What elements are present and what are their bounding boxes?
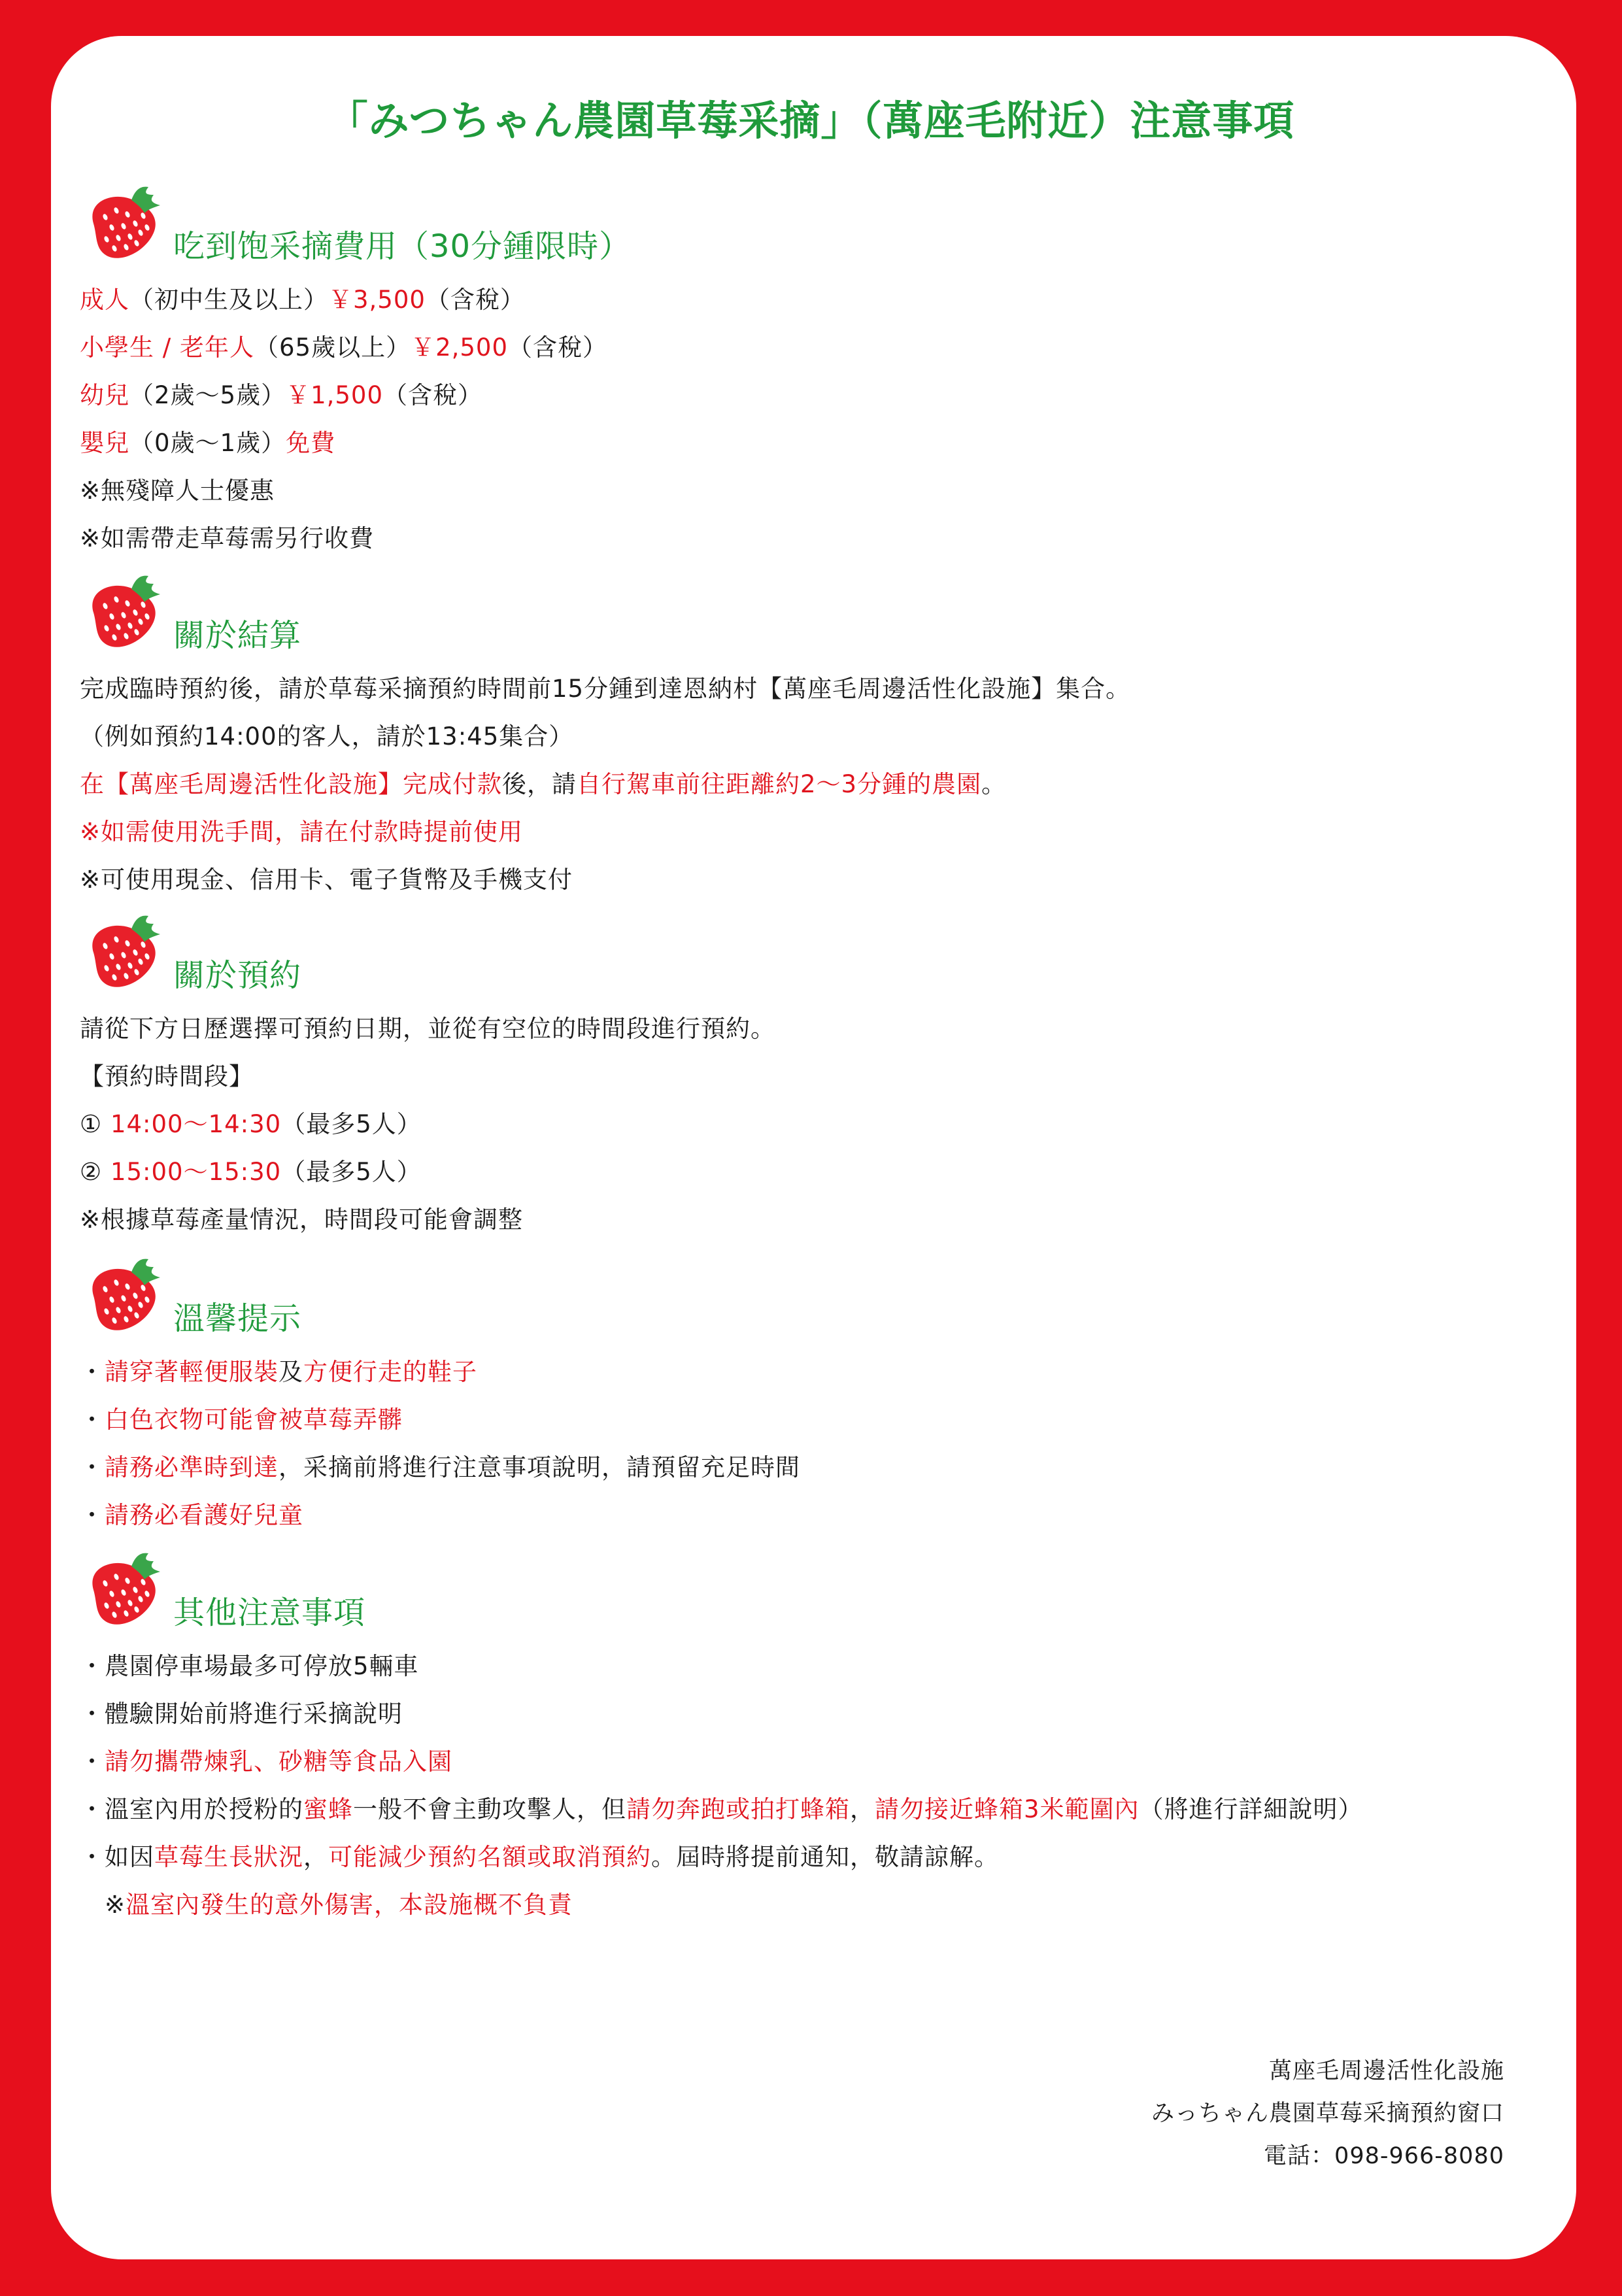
notice-line [80, 1156, 422, 1188]
notice-line [80, 721, 573, 752]
body-text: （65歲以上） [254, 333, 411, 362]
body-text: 。 [981, 770, 1007, 798]
body-text: ・ [80, 1453, 105, 1481]
notice-line [80, 284, 525, 316]
highlight-text: 白色衣物可能會被草莓弄髒 [105, 1406, 403, 1434]
highlight-text: 請務必準時到達 [105, 1453, 279, 1481]
body-text: （0歲～1歲） [129, 429, 286, 457]
section-header [75, 566, 990, 664]
section-header [75, 905, 990, 1004]
body-text: ・農園停車場最多可停放5輛車 [80, 1652, 419, 1680]
section-title: 溫馨提示 [173, 1300, 302, 1337]
body-text: （將進行詳細說明） [1139, 1795, 1363, 1823]
highlight-text: 14:00～14:30 [110, 1110, 282, 1138]
highlight-text: 溫室內發生的意外傷害，本設施概不負責 [126, 1891, 573, 1919]
notice-line [80, 817, 523, 848]
body-text: 請從下方日歷選擇可預約日期，並從有空位的時間段進行預約。 [80, 1015, 775, 1043]
body-text: 後，請 [502, 770, 577, 798]
highlight-text: 嬰兒 [80, 429, 129, 457]
notice-line [80, 1204, 523, 1236]
highlight-text: ￥1,500 [286, 381, 384, 409]
notice-line [80, 1698, 403, 1730]
notice-line [80, 1651, 419, 1682]
notice-line [80, 1061, 254, 1092]
highlight-text: 自行駕車前往距離約2～3分鍾的農園 [577, 770, 982, 798]
section-title: 吃到饱采摘費用（30分鍾限時） [173, 228, 632, 265]
notice-line [80, 1500, 303, 1531]
highlight-text: ￥2,500 [411, 333, 509, 362]
notice-line [80, 1746, 452, 1778]
notice-line [80, 475, 275, 507]
body-text: （含稅） [508, 333, 608, 362]
body-text: 一般不會主動攻擊人，但 [353, 1795, 626, 1823]
page-title: 「みつちゃん農園草莓采摘」（萬座毛附近）注意事項 [327, 97, 1295, 144]
highlight-text: 請穿著輕便服裝 [105, 1358, 279, 1386]
section-header [75, 177, 990, 275]
notice-line [80, 428, 335, 459]
highlight-text: ※如需使用洗手間，請在付款時提前使用 [80, 818, 524, 846]
body-text: ・ [80, 1358, 105, 1386]
notice-line [80, 1842, 999, 1873]
body-text: ・ [80, 1747, 105, 1776]
body-text: （含稅） [383, 381, 483, 409]
strawberry-icon [80, 1543, 172, 1634]
highlight-text: 請勿攜帶煉乳、砂糖等食品入園 [105, 1747, 452, 1776]
body-text: （初中生及以上） [129, 286, 328, 314]
notice-card [51, 36, 1576, 2259]
body-text: ・ [80, 1501, 105, 1529]
notice-line [80, 332, 607, 363]
highlight-text: ￥3,500 [328, 286, 426, 314]
footer-desk: みっちゃん農園草莓采摘預約窗口 [1151, 2101, 1504, 2127]
notice-line [80, 1404, 403, 1436]
notice-line [80, 673, 1130, 705]
strawberry-icon [80, 566, 172, 657]
section-title: 關於結算 [173, 617, 302, 654]
section-header [75, 1543, 990, 1641]
highlight-text: 草莓生長狀況 [154, 1843, 303, 1871]
body-text: 【預約時間段】 [80, 1062, 254, 1090]
body-text: （2歲～5歲） [129, 381, 286, 409]
body-text: ※如需帶走草莓需另行收費 [80, 524, 375, 552]
body-text: 。屆時將提前通知，敬請諒解。 [651, 1843, 999, 1871]
body-text: ② [80, 1158, 110, 1186]
section-title: 關於預約 [173, 957, 302, 994]
highlight-text: 蜜蜂 [303, 1795, 353, 1823]
highlight-text: 小學生 / 老年人 [80, 333, 254, 362]
notice-line [80, 1013, 775, 1045]
strawberry-icon [80, 1249, 172, 1340]
highlight-text: 15:00～15:30 [110, 1158, 282, 1186]
body-text: ① [80, 1110, 110, 1138]
strawberry-icon [80, 177, 172, 268]
notice-line [80, 1357, 477, 1388]
highlight-text: 方便行走的鞋子 [303, 1358, 477, 1386]
body-text: （含稅） [425, 286, 525, 314]
notice-line [80, 769, 1006, 800]
highlight-text: 幼兒 [80, 381, 129, 409]
strawberry-icon [80, 905, 172, 997]
body-text: ・溫室內用於授粉的 [80, 1795, 303, 1823]
notice-line [80, 1452, 800, 1483]
highlight-text: 在【萬座毛周邊活性化設施】完成付款 [80, 770, 502, 798]
body-text: ， [850, 1795, 875, 1823]
notice-line [80, 864, 573, 896]
highlight-text: 成人 [80, 286, 129, 314]
section-title: 其他注意事項 [173, 1595, 366, 1631]
body-text: ・體驗開始前將進行采摘說明 [80, 1700, 403, 1728]
body-text: ， [303, 1843, 328, 1871]
section-header [75, 1249, 990, 1347]
notice-line [80, 1109, 422, 1140]
body-text: ※根據草莓產量情況，時間段可能會調整 [80, 1206, 524, 1234]
notice-line [80, 1889, 573, 1921]
highlight-text: 可能減少預約名額或取消預約 [328, 1843, 651, 1871]
highlight-text: 免費 [286, 429, 336, 457]
body-text: ・ [80, 1406, 105, 1434]
body-text: 及 [279, 1358, 303, 1386]
notice-line [80, 523, 374, 554]
footer-facility: 萬座毛周邊活性化設施 [1268, 2058, 1504, 2084]
highlight-text: 請勿奔跑或拍打蜂箱 [626, 1795, 850, 1823]
highlight-text: 請務必看護好兒童 [105, 1501, 303, 1529]
highlight-text: 請勿接近蜂箱3米範圍內 [875, 1795, 1140, 1823]
body-text: （最多5人） [281, 1110, 422, 1138]
body-text: ，采摘前將進行注意事項說明，請預留充足時間 [279, 1453, 800, 1481]
body-text: （最多5人） [281, 1158, 422, 1186]
body-text: ・如因 [80, 1843, 154, 1871]
body-text: （例如預約14:00的客人，請於13:45集合） [80, 722, 574, 751]
notice-line [80, 1794, 1363, 1825]
body-text: ※可使用現金、信用卡、電子貨幣及手機支付 [80, 866, 573, 894]
body-text: ※無殘障人士優惠 [80, 477, 275, 505]
footer-phone: 電話：098-966-8080 [1264, 2143, 1504, 2169]
body-text: 完成臨時預約後，請於草莓采摘預約時間前15分鍾到達恩納村【萬座毛周邊活性化設施】集合。 [80, 675, 1131, 703]
notice-line [80, 380, 482, 411]
body-text: ※ [80, 1891, 126, 1919]
